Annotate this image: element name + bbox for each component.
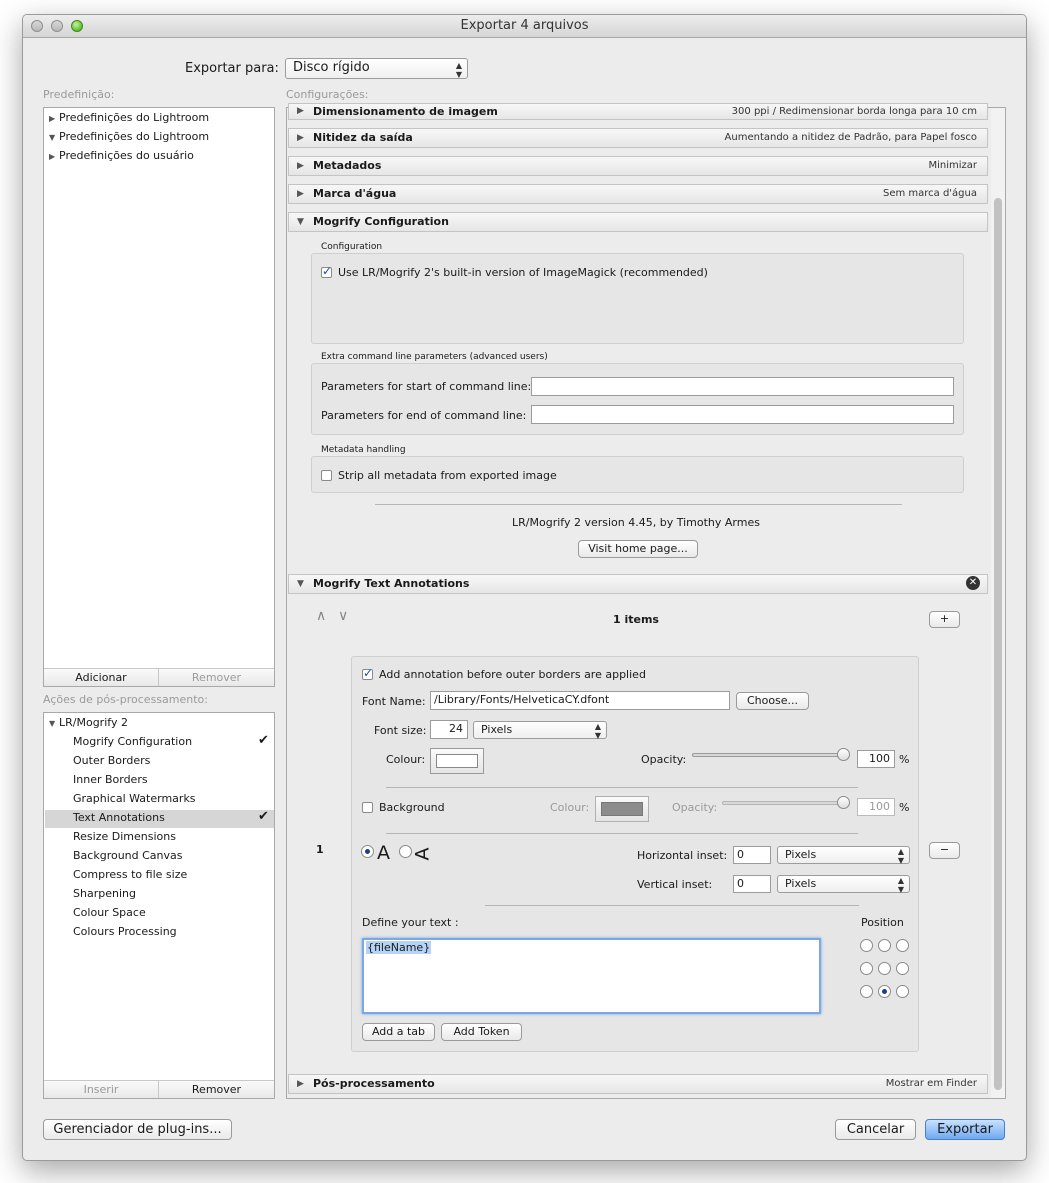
triangle-down-icon: ▼	[297, 579, 304, 589]
post-root-lrmogrify[interactable]: ▼ LR/Mogrify 2	[49, 716, 128, 729]
post-item-colours-processing[interactable]: Colours Processing	[73, 925, 177, 938]
annotation-editor	[351, 656, 919, 1052]
builtin-imagemagick-label: Use LR/Mogrify 2's built-in version of ImageMagick (recommended)	[338, 266, 708, 279]
font-name-input[interactable]: /Library/Fonts/HelveticaCY.dfont	[430, 691, 730, 710]
position-bottom-left-radio[interactable]	[860, 985, 873, 998]
bg-colour-swatch	[601, 802, 643, 816]
font-name-label: Font Name:	[362, 695, 426, 708]
before-borders-label: Add annotation before outer borders are applied	[379, 668, 646, 681]
visit-home-page-button[interactable]: Visit home page...	[578, 540, 698, 558]
background-label: Background	[379, 801, 445, 814]
post-item-background-canvas[interactable]: Background Canvas	[73, 849, 183, 862]
annotation-text-area[interactable]	[362, 938, 821, 1014]
vertical-inset-input[interactable]: 0	[733, 875, 771, 893]
post-item-inner-borders[interactable]: Inner Borders	[73, 773, 148, 786]
move-down-icon[interactable]: ∨	[338, 608, 349, 624]
triangle-right-icon: ▶	[49, 152, 56, 161]
builtin-imagemagick-checkbox[interactable]	[321, 267, 332, 278]
close-window-icon[interactable]	[31, 20, 43, 32]
chevron-updown-icon: ▲ ▼	[897, 876, 904, 894]
export-dialog	[22, 14, 1027, 1161]
chevron-updown-icon: ▲ ▼	[897, 847, 904, 865]
annotation-text-value: {fileName}	[367, 941, 431, 954]
export-to-value: Disco rígido	[293, 60, 370, 75]
plugin-manager-button[interactable]: Gerenciador de plug-ins...	[43, 1119, 232, 1140]
presets-heading: Predefinição:	[43, 88, 115, 101]
scrollbar-thumb[interactable]	[994, 198, 1002, 1090]
before-borders-checkbox[interactable]	[362, 669, 373, 680]
post-item-sharpening[interactable]: Sharpening	[73, 887, 136, 900]
check-mark-icon: ✔	[258, 733, 269, 748]
opacity-label: Opacity:	[641, 753, 687, 766]
post-item-outer-borders[interactable]: Outer Borders	[73, 754, 151, 767]
preset-item-lightroom-1[interactable]: ▶ Predefinições do Lightroom	[49, 111, 210, 124]
export-to-select[interactable]	[285, 58, 468, 79]
zoom-window-icon[interactable]	[71, 20, 83, 32]
metadata-handling-label: Metadata handling	[321, 445, 406, 455]
text-vertical-icon: A	[411, 847, 434, 861]
post-item-colour-space[interactable]: Colour Space	[73, 906, 146, 919]
settings-scrollbar[interactable]	[991, 108, 1005, 1098]
add-preset-button[interactable]: Adicionar	[44, 668, 159, 686]
export-to-label: Exportar para:	[185, 61, 279, 76]
items-count: 1 items	[613, 613, 659, 626]
position-bottom-right-radio[interactable]	[896, 985, 909, 998]
vertical-inset-label: Vertical inset:	[637, 878, 713, 891]
preset-item-user[interactable]: ▶ Predefinições do usuário	[49, 149, 194, 162]
remove-annotation-button[interactable]: −	[929, 842, 960, 859]
triangle-right-icon: ▶	[297, 161, 304, 171]
preset-item-lightroom-2[interactable]: ▼ Predefinições do Lightroom	[49, 130, 210, 143]
move-up-icon[interactable]: ∧	[316, 608, 327, 624]
position-middle-left-radio[interactable]	[860, 962, 873, 975]
title-bar[interactable]	[23, 15, 1026, 38]
extra-params-label: Extra command line parameters (advanced users)	[321, 352, 548, 362]
post-item-text-annotations[interactable]: Text Annotations	[73, 811, 165, 824]
strip-metadata-checkbox[interactable]	[321, 470, 332, 481]
remove-section-icon[interactable]: ✕	[966, 576, 980, 590]
divider	[485, 905, 859, 906]
position-middle-right-radio[interactable]	[896, 962, 909, 975]
section-mogrify-configuration[interactable]: ▼ Mogrify Configuration	[288, 212, 988, 232]
settings-heading: Configurações:	[286, 88, 369, 101]
font-size-label: Font size:	[374, 724, 427, 737]
presets-panel	[43, 107, 275, 687]
bg-percent-sign: %	[899, 801, 910, 814]
triangle-right-icon: ▶	[297, 106, 304, 116]
triangle-down-icon: ▼	[297, 217, 304, 227]
configuration-group-label: Configuration	[321, 242, 383, 252]
add-token-button[interactable]: Add Token	[441, 1023, 522, 1041]
start-params-input[interactable]	[531, 377, 954, 396]
triangle-right-icon: ▶	[49, 114, 56, 123]
triangle-right-icon: ▶	[297, 133, 304, 143]
vertical-inset-unit-select[interactable]: Pixels ▲ ▼	[777, 875, 910, 893]
bg-opacity-slider-knob[interactable]	[837, 796, 850, 809]
extra-params-group	[311, 363, 964, 435]
text-horizontal-icon: A	[377, 842, 390, 864]
horizontal-inset-unit-select[interactable]: Pixels ▲ ▼	[777, 846, 910, 864]
section-image-sizing[interactable]: ▶ Dimensionamento de imagem 300 ppi / Redimensionar borda longa para 10 cm	[288, 103, 988, 120]
position-middle-center-radio[interactable]	[878, 962, 891, 975]
section-output-sharpening[interactable]: ▶ Nitidez da saída Aumentando a nitidez de Padrão, para Papel fosco	[288, 128, 988, 148]
position-top-right-radio[interactable]	[896, 939, 909, 952]
colour-swatch	[436, 754, 478, 768]
triangle-down-icon: ▼	[49, 719, 56, 728]
cancel-button[interactable]: Cancelar	[835, 1119, 916, 1140]
section-watermark[interactable]: ▶ Marca d'água Sem marca d'água	[288, 184, 988, 204]
horizontal-inset-input[interactable]: 0	[733, 846, 771, 864]
section-post-processing[interactable]: ▶ Pós-processamento Mostrar em Finder	[288, 1074, 988, 1094]
bg-colour-well[interactable]	[595, 796, 649, 822]
chevron-updown-icon: ▲ ▼	[594, 722, 601, 740]
colour-label: Colour:	[386, 753, 426, 766]
post-item-graphical-watermarks[interactable]: Graphical Watermarks	[73, 792, 196, 805]
section-metadata[interactable]: ▶ Metadados Minimizar	[288, 156, 988, 176]
window-title: Exportar 4 arquivos	[460, 18, 589, 33]
orientation-horizontal-radio[interactable]	[361, 845, 374, 858]
version-text: LR/Mogrify 2 version 4.45, by Timothy Armes	[512, 516, 760, 529]
post-processing-panel	[43, 712, 275, 1099]
divider	[375, 504, 902, 505]
start-params-label: Parameters for start of command line:	[321, 380, 532, 393]
end-params-input[interactable]	[531, 405, 954, 424]
end-params-label: Parameters for end of command line:	[321, 409, 527, 422]
insert-action-button[interactable]: Inserir	[44, 1080, 159, 1098]
bg-colour-label: Colour:	[550, 801, 590, 814]
metadata-handling-group	[311, 456, 964, 493]
bg-opacity-label: Opacity:	[672, 801, 718, 814]
add-annotation-button[interactable]: +	[929, 611, 960, 628]
bg-opacity-slider[interactable]	[722, 801, 850, 805]
position-label: Position	[861, 916, 904, 929]
opacity-input[interactable]: 100	[857, 750, 895, 768]
divider	[386, 787, 858, 788]
opacity-slider[interactable]	[692, 753, 850, 757]
check-mark-icon: ✔	[258, 809, 269, 824]
font-size-input[interactable]: 24	[430, 720, 468, 739]
position-top-left-radio[interactable]	[860, 939, 873, 952]
strip-metadata-label: Strip all metadata from exported image	[338, 469, 557, 482]
minimize-window-icon[interactable]	[51, 20, 63, 32]
export-button[interactable]: Exportar	[925, 1119, 1005, 1140]
orientation-vertical-radio[interactable]	[399, 845, 412, 858]
define-text-label: Define your text :	[362, 916, 459, 929]
triangle-right-icon: ▶	[297, 1079, 304, 1089]
post-item-mogrify-configuration[interactable]: Mogrify Configuration	[73, 735, 193, 748]
position-top-center-radio[interactable]	[878, 939, 891, 952]
colour-well[interactable]	[430, 748, 484, 774]
horizontal-inset-label: Horizontal inset:	[637, 849, 728, 862]
opacity-slider-knob[interactable]	[837, 748, 850, 761]
remove-action-button[interactable]: Remover	[159, 1080, 274, 1098]
chevron-updown-icon: ▲ ▼	[455, 61, 462, 79]
font-unit-select[interactable]: Pixels ▲ ▼	[473, 721, 607, 739]
add-tab-button[interactable]: Add a tab	[362, 1023, 435, 1041]
choose-font-button[interactable]: Choose...	[736, 692, 809, 710]
divider	[386, 833, 858, 834]
percent-sign: %	[899, 753, 910, 766]
remove-preset-button[interactable]: Remover	[159, 668, 274, 686]
position-bottom-center-radio[interactable]	[878, 985, 891, 998]
triangle-down-icon: ▼	[49, 133, 56, 142]
post-item-resize-dimensions[interactable]: Resize Dimensions	[73, 830, 176, 843]
configuration-group	[311, 253, 964, 344]
post-item-compress[interactable]: Compress to file size	[73, 868, 188, 881]
triangle-right-icon: ▶	[297, 189, 304, 199]
annotation-index: 1	[316, 843, 324, 856]
bg-opacity-input[interactable]: 100	[857, 798, 895, 816]
section-mogrify-text-annotations[interactable]: ▼ Mogrify Text Annotations ✕	[288, 574, 988, 594]
background-checkbox[interactable]	[362, 802, 373, 813]
post-processing-heading: Ações de pós-processamento:	[43, 693, 208, 706]
